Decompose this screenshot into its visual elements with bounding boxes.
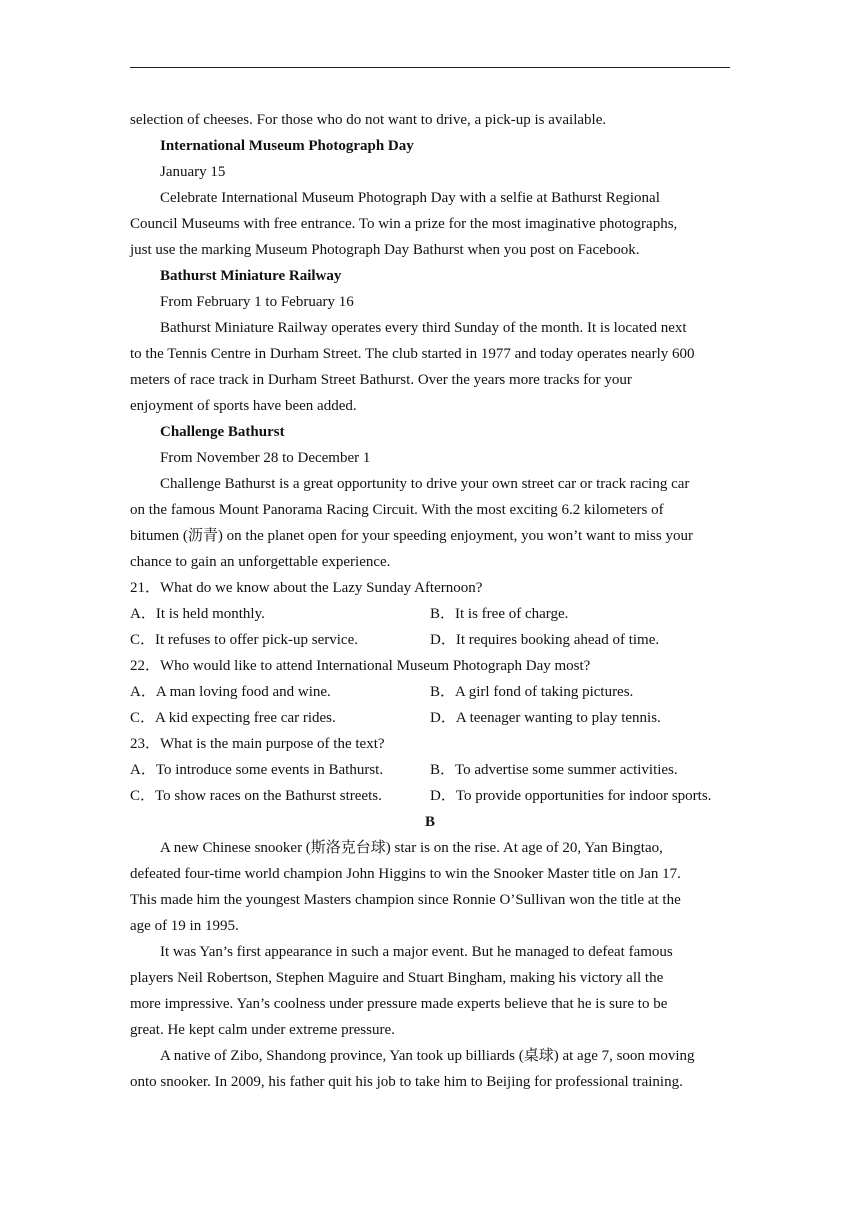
passage-line: A native of Zibo, Shandong province, Yan took up billiards (桌球) at age 7, soon moving (160, 1048, 695, 1064)
passage-line: great. He kept calm under extreme pressure. (130, 1022, 395, 1038)
intro-tail-text: selection of cheeses. For those who do not want to drive, a pick-up is available. (130, 112, 607, 128)
event-text-line: chance to gain an unforgettable experience. (130, 554, 391, 570)
question-stem: 23．What is the main purpose of the text? (130, 736, 385, 752)
answer-option: B．To advertise some summer activities. (430, 762, 678, 778)
event-text-line: Council Museums with free entrance. To win a prize for the most imaginative photographs, (130, 216, 678, 232)
event-date: From February 1 to February 16 (160, 294, 354, 310)
answer-option: B．A girl fond of taking pictures. (430, 684, 634, 700)
answer-option: A．To introduce some events in Bathurst. (130, 762, 384, 778)
answer-option: B．It is free of charge. (430, 606, 569, 622)
header-rule (130, 67, 730, 68)
passage-line: players Neil Robertson, Stephen Maguire and Stuart Bingham, making his victory all the (130, 970, 664, 986)
question-stem: 21．What do we know about the Lazy Sunday Afternoon? (130, 580, 483, 596)
event-title: International Museum Photograph Day (160, 138, 414, 154)
passage-line: more impressive. Yan’s coolness under pressure made experts believe that he is sure to be (130, 996, 668, 1012)
event-text-line: Challenge Bathurst is a great opportunity to drive your own street car or track racing car (160, 476, 690, 492)
answer-option: D．A teenager wanting to play tennis. (430, 710, 661, 726)
event-text-line: on the famous Mount Panorama Racing Circuit. With the most exciting 6.2 kilometers of (130, 502, 664, 518)
question-stem: 22．Who would like to attend International Museum Photograph Day most? (130, 658, 591, 674)
event-text-line: Bathurst Miniature Railway operates every third Sunday of the month. It is located next (160, 320, 687, 336)
option-row (130, 783, 730, 809)
option-row (130, 705, 730, 731)
answer-option: C．To show races on the Bathurst streets. (130, 788, 382, 804)
event-title: Challenge Bathurst (160, 424, 285, 440)
answer-option: C．It refuses to offer pick-up service. (130, 632, 358, 648)
option-row (130, 601, 730, 627)
answer-option: C．A kid expecting free car rides. (130, 710, 336, 726)
event-text-line: Celebrate International Museum Photograph Day with a selfie at Bathurst Regional (160, 190, 660, 206)
passage-line: defeated four-time world champion John Higgins to win the Snooker Master title on Jan 17. (130, 866, 681, 882)
answer-option: D．To provide opportunities for indoor sports. (430, 788, 712, 804)
section-label: B (424, 814, 435, 830)
passage-line: A new Chinese snooker (斯洛克台球) star is on the rise. At age of 20, Yan Bingtao, (160, 840, 663, 856)
answer-option: D．It requires booking ahead of time. (430, 632, 660, 648)
event-text-line: to the Tennis Centre in Durham Street. The club started in 1977 and today operates nearly 600 (130, 346, 695, 362)
answer-option: A．A man loving food and wine. (130, 684, 331, 700)
event-text-line: bitumen (沥青) on the planet open for your speeding enjoyment, you won’t want to miss your (130, 528, 693, 544)
event-title: Bathurst Miniature Railway (160, 268, 342, 284)
event-text-line: meters of race track in Durham Street Bathurst. Over the years more tracks for your (130, 372, 632, 388)
option-row (130, 679, 730, 705)
passage-line: This made him the youngest Masters champion since Ronnie O’Sullivan won the title at the (130, 892, 681, 908)
passage-line: It was Yan’s first appearance in such a major event. But he managed to defeat famous (160, 944, 673, 960)
event-text-line: enjoyment of sports have been added. (130, 398, 357, 414)
option-row (130, 627, 730, 653)
event-date: January 15 (160, 164, 226, 180)
event-text-line: just use the marking Museum Photograph Day Bathurst when you post on Facebook. (130, 242, 640, 258)
passage-line: age of 19 in 1995. (130, 918, 239, 934)
document-body (130, 107, 730, 1095)
option-row (130, 757, 730, 783)
event-date: From November 28 to December 1 (160, 450, 371, 466)
passage-line: onto snooker. In 2009, his father quit his job to take him to Beijing for professional training. (130, 1074, 683, 1090)
answer-option: A．It is held monthly. (130, 606, 265, 622)
